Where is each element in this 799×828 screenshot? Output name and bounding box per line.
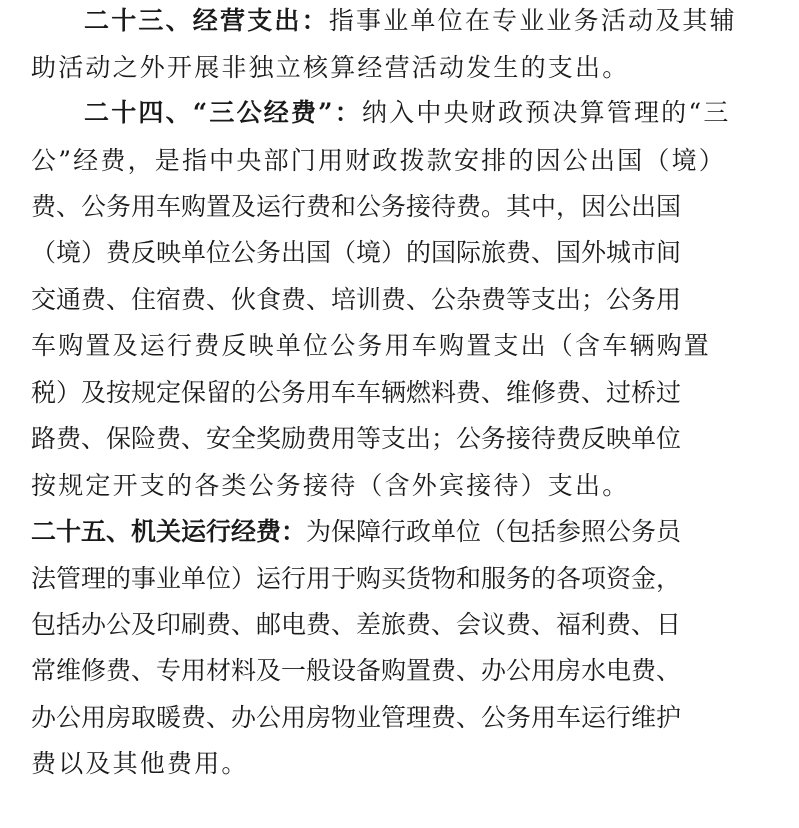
item-23-line-2	[0, 48, 799, 88]
item-25-text: 费以及其他费用。	[31, 749, 249, 778]
item-24-text: 费、公务用车购置及运行费和公务接待费。其中，因公出国	[31, 192, 682, 221]
item-23-text: 助活动之外开展非独立核算经营活动发生的支出。	[31, 53, 630, 82]
item-24-text: （境）费反映单位公务出国（境）的国际旅费、国外城市间	[31, 238, 682, 267]
item-25-line-4	[0, 651, 799, 691]
item-24-text: 纳入中央财政预决算管理的“三	[361, 98, 731, 127]
item-25-text: 办公用房取暖费、办公用房物业管理费、公务用车运行维护	[31, 703, 682, 732]
item-25-text: 为保障行政单位（包括参照公务员	[306, 517, 682, 546]
item-24-line-4	[0, 233, 799, 273]
item-23-text: 指事业单位在专业业务活动及其辅	[328, 6, 737, 35]
item-24-line-6	[0, 326, 799, 366]
item-25-line-1	[0, 512, 799, 552]
item-24-line-9	[0, 466, 799, 506]
item-25-line-3	[0, 605, 799, 645]
item-24-line-2	[0, 141, 799, 181]
item-25-line-5	[0, 698, 799, 738]
item-23-line-1	[0, 1, 799, 41]
item-24-text: 路费、保险费、安全奖励费用等支出；公务接待费反映单位	[31, 424, 682, 453]
item-25-heading: 二十五、机关运行经费：	[31, 517, 307, 546]
item-24-text: 公”经费，是指中央部门用财政拨款安排的因公出国（境）	[31, 146, 726, 175]
item-24-text: 车购置及运行费反映单位公务用车购置支出（含车辆购置	[31, 331, 712, 360]
item-24-line-3	[0, 187, 799, 227]
item-24-line-5	[0, 280, 799, 320]
item-24-text: 交通费、住宿费、伙食费、培训费、公杂费等支出；公务用	[31, 285, 682, 314]
item-24-text: 按规定开支的各类公务接待（含外宾接待）支出。	[31, 471, 630, 500]
item-24-heading: 二十四、“三公经费”：	[84, 98, 362, 127]
item-25-text: 法管理的事业单位）运行用于购买货物和服务的各项资金，	[31, 564, 682, 593]
item-25-line-6	[0, 744, 799, 784]
item-24-text: 税）及按规定保留的公务用车车辆燃料费、维修费、过桥过	[31, 378, 682, 407]
item-23-heading: 二十三、经营支出：	[84, 6, 329, 35]
item-24-line-1	[0, 93, 799, 133]
item-24-line-7	[0, 373, 799, 413]
item-25-text: 包括办公及印刷费、邮电费、差旅费、会议费、福利费、日	[31, 610, 682, 639]
item-24-line-8	[0, 419, 799, 459]
item-25-line-2	[0, 559, 799, 599]
item-25-text: 常维修费、专用材料及一般设备购置费、办公用房水电费、	[31, 656, 682, 685]
